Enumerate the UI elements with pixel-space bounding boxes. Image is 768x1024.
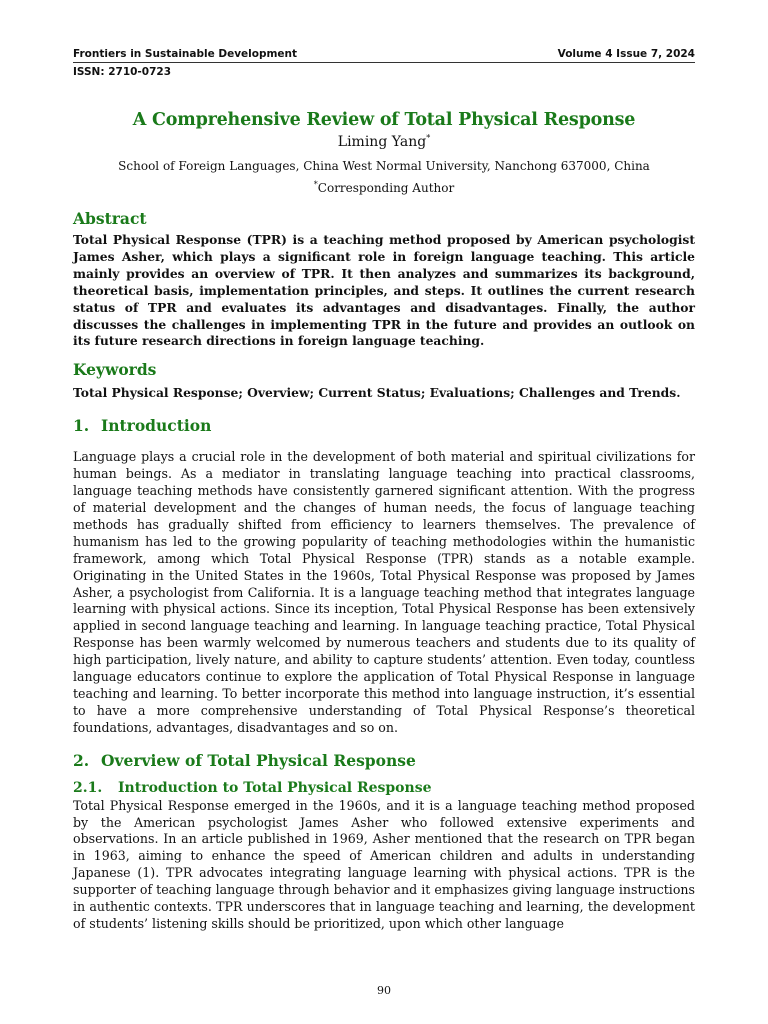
- header-rule: [73, 62, 695, 63]
- page-number: 90: [377, 984, 391, 997]
- section-2-title: Overview of Total Physical Response: [101, 750, 416, 770]
- abstract-heading: Abstract: [73, 209, 147, 228]
- section-2-number: 2.: [73, 750, 90, 770]
- volume-issue: Volume 4 Issue 7, 2024: [557, 48, 695, 60]
- author-name: Liming Yang: [337, 134, 427, 150]
- section-1-text: Language plays a crucial role in the development of both material and spiritual civilizations for human beings. As a mediator in translating language teaching into practical classrooms, language teaching methods have consistently garnered significant attention. With the progress of material development and the changes of human needs, the focus of language teaching methods has gradually shifted from efficiency to learners themselves. The prevalence of humanism has led to the growing popularity of teaching methodologies within the humanistic framework, among which Total Physical Response (TPR) stands as a notable example. Originating in the United States in the 1960s, Total Physical Response was proposed by James Asher, a psychologist from California. It is a language teaching method that integrates language learning with physical actions. Since its inception, Total Physical Response has been extensively applied in second language teaching and learning. In language teaching practice, Total Physical Response has been warmly welcomed by numerous teachers and students due to its quality of high participation, lively nature, and ability to capture students’ attention. Even today, countless language educators continue to explore the application of Total Physical Response in language teaching and learning. To better incorporate this method into language instruction, it’s essential to have a more comprehensive understanding of Total Physical Response’s theoretical foundations, advantages, disadvantages and so on.: [73, 449, 695, 735]
- corresponding-mark: *: [313, 180, 318, 189]
- paper-title: A Comprehensive Review of Total Physical Response: [132, 110, 636, 130]
- keywords-heading: Keywords: [73, 360, 157, 380]
- keywords-text: Total Physical Response; Overview; Current Status; Evaluations; Challenges and Trends.: [73, 385, 681, 401]
- subsection-2-1-text: Total Physical Response emerged in the 1960s, and it is a language teaching method proposed by the American psychologist James Asher who followed extensive experiments and observations. In an article published in 1969, Asher mentioned that the research on TPR began in 1963, aiming to enhance the speed of American children and adults in understanding Japanese (1). TPR advocates integrating language learning with physical actions. TPR is the supporter of teaching language through behavior and it emphasizes giving language instructions in authentic contexts. TPR underscores that in language teaching and learning, the development of students’ listening skills should be prioritized, upon which other language: [73, 797, 695, 931]
- issn: ISSN: 2710-0723: [73, 66, 172, 78]
- abstract-text: Total Physical Response (TPR) is a teaching method proposed by American psychologist James Asher, which plays a significant role in foreign language teaching. This article mainly provides an overview of TPR. It then analyzes and summarizes its background, theoretical basis, implementation principles, and steps. It outlines the current research status of TPR and evaluates its advantages and disadvantages. Finally, the author discusses the challenges in implementing TPR in the future and provides an outlook on its future research directions in foreign language teaching.: [73, 232, 695, 349]
- running-header: [73, 48, 695, 60]
- affiliation: School of Foreign Languages, China West Normal University, Nanchong 637000, China: [118, 159, 650, 173]
- author-line: [73, 134, 695, 150]
- journal-name: Frontiers in Sustainable Development: [73, 48, 298, 60]
- subsection-2-1-title: Introduction to Total Physical Response: [118, 779, 432, 796]
- section-2-heading: [73, 751, 695, 770]
- corresponding-note: [73, 181, 695, 195]
- section-1-number: 1.: [73, 416, 90, 436]
- section-1-heading: [73, 416, 695, 435]
- corresponding-text: Corresponding Author: [317, 181, 455, 195]
- subsection-2-1-heading: [73, 780, 695, 796]
- author-mark: *: [426, 133, 431, 143]
- subsection-2-1-number: 2.1.: [73, 779, 103, 796]
- section-1-title: Introduction: [101, 416, 212, 436]
- paper-page: [73, 48, 695, 933]
